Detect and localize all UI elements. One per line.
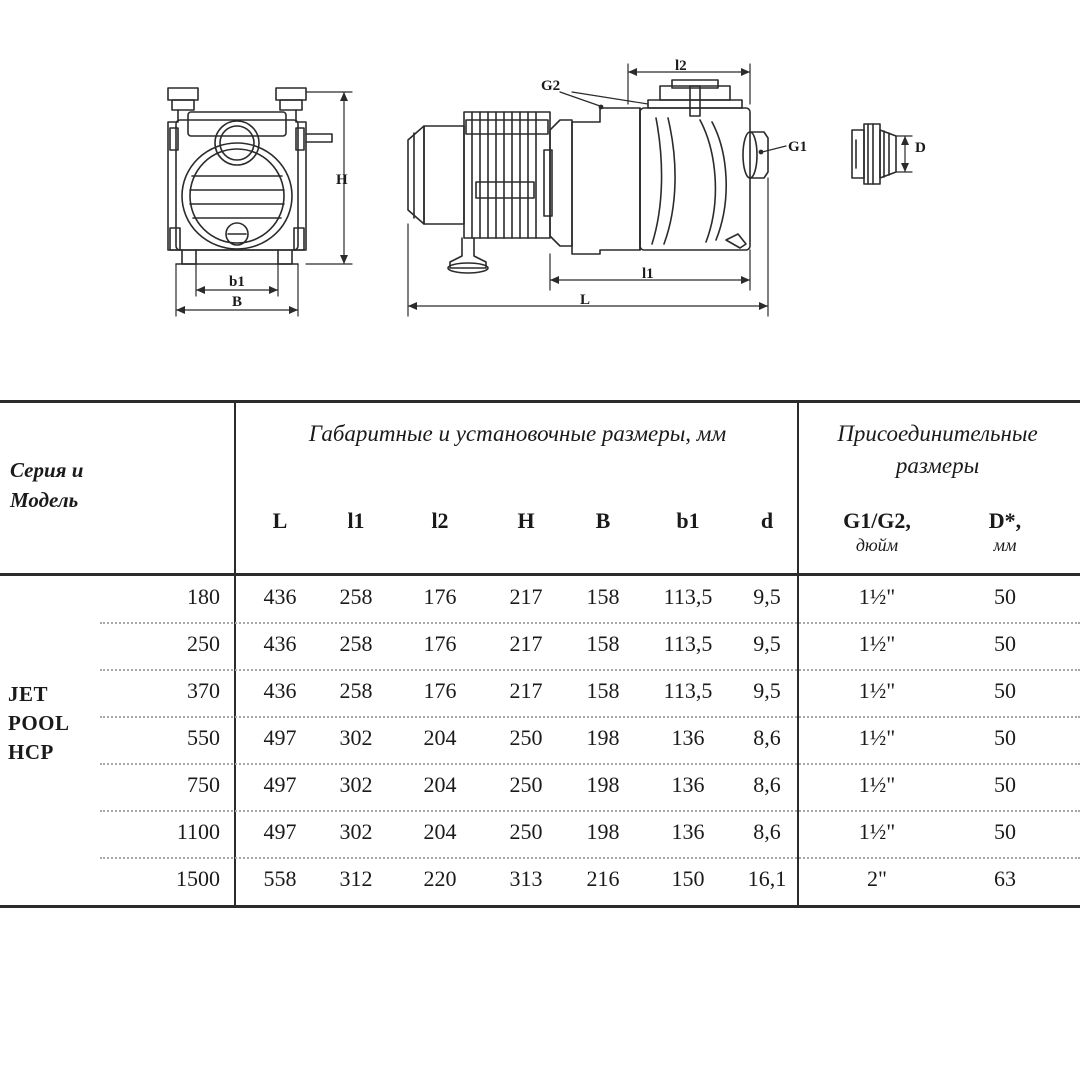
row-model: 550 xyxy=(187,725,220,750)
pump-dimension-drawing xyxy=(0,0,1080,400)
row-model: 180 xyxy=(187,584,220,609)
cell-l1: 302 xyxy=(339,772,373,797)
cell-D: 50 xyxy=(994,584,1016,609)
table-header-rule xyxy=(0,573,1080,576)
colhead-l2 xyxy=(412,508,468,533)
cell-H: 313 xyxy=(509,866,543,891)
cell-B: 198 xyxy=(586,819,620,844)
table-row xyxy=(0,864,1080,911)
row-model: 370 xyxy=(187,678,220,703)
cell-l2: 176 xyxy=(423,584,457,609)
row-separator xyxy=(100,716,1080,718)
leader-G1 xyxy=(759,146,786,154)
colhead-d-label: d xyxy=(760,508,774,533)
row-separator xyxy=(100,669,1080,671)
cell-H: 250 xyxy=(509,772,543,797)
cell-l2: 204 xyxy=(423,819,457,844)
cell-D: 50 xyxy=(994,725,1016,750)
cell-l2: 176 xyxy=(423,631,457,656)
cell-g: 1½" xyxy=(858,725,896,750)
header-series-model xyxy=(10,455,225,515)
cell-l1: 258 xyxy=(339,584,373,609)
cell-B: 158 xyxy=(586,631,620,656)
cell-B: 158 xyxy=(586,678,620,703)
colhead-l2-label: l2 xyxy=(431,508,449,533)
cell-l1: 258 xyxy=(339,631,373,656)
row-model: 1500 xyxy=(176,866,220,891)
cell-b1: 113,5 xyxy=(663,631,713,656)
colhead-L xyxy=(252,508,308,533)
cell-d: 9,5 xyxy=(753,631,781,656)
colhead-b1-label: b1 xyxy=(676,508,700,533)
row-separator xyxy=(100,810,1080,812)
colhead-l1 xyxy=(328,508,384,533)
cell-b1: 136 xyxy=(671,725,705,750)
cell-B: 198 xyxy=(586,725,620,750)
cell-d: 16,1 xyxy=(747,866,787,891)
cell-D: 63 xyxy=(994,866,1016,891)
cell-l2: 204 xyxy=(423,725,457,750)
front-view-drawing xyxy=(168,88,332,264)
cell-L: 436 xyxy=(263,631,297,656)
cell-L: 436 xyxy=(263,584,297,609)
cell-b1: 113,5 xyxy=(663,584,713,609)
cell-g: 1½" xyxy=(858,584,896,609)
cell-H: 250 xyxy=(509,819,543,844)
cell-l1: 302 xyxy=(339,819,373,844)
colhead-H-label: H xyxy=(517,508,535,533)
row-separator xyxy=(100,857,1080,859)
header-series-line2: Модель xyxy=(10,488,79,512)
colhead-D-sub: мм xyxy=(993,535,1017,555)
dimension-l2 xyxy=(628,64,750,104)
label-b1: b1 xyxy=(229,274,245,290)
label-l1: l1 xyxy=(642,266,654,282)
label-L: L xyxy=(580,292,591,308)
fitting-drawing xyxy=(852,124,896,184)
colhead-G xyxy=(812,508,942,558)
colhead-l1-label: l1 xyxy=(347,508,365,533)
label-l2: l2 xyxy=(675,58,687,74)
colhead-B xyxy=(575,508,631,533)
label-G1: G1 xyxy=(788,139,808,155)
colhead-d xyxy=(742,508,792,533)
cell-D: 50 xyxy=(994,678,1016,703)
colhead-b1 xyxy=(655,508,721,533)
cell-g: 1½" xyxy=(858,631,896,656)
colhead-B-label: B xyxy=(595,508,611,533)
label-B: B xyxy=(232,294,243,310)
label-D: D xyxy=(915,140,926,156)
row-model: 750 xyxy=(187,772,220,797)
cell-H: 217 xyxy=(509,678,543,703)
cell-L: 436 xyxy=(263,678,297,703)
colhead-L-label: L xyxy=(272,508,288,533)
cell-l2: 176 xyxy=(423,678,457,703)
cell-D: 50 xyxy=(994,819,1016,844)
cell-L: 497 xyxy=(263,772,297,797)
cell-b1: 150 xyxy=(671,866,705,891)
cell-B: 158 xyxy=(586,584,620,609)
label-G2: G2 xyxy=(541,78,561,94)
colhead-G-sub: дюйм xyxy=(855,535,899,555)
cell-g: 1½" xyxy=(858,678,896,703)
cell-L: 497 xyxy=(263,819,297,844)
row-model: 1100 xyxy=(176,819,220,844)
cell-d: 9,5 xyxy=(753,584,781,609)
colhead-D-label: D*, xyxy=(988,508,1022,533)
label-H: H xyxy=(336,172,348,188)
cell-l2: 204 xyxy=(423,772,457,797)
side-view-drawing xyxy=(408,80,768,273)
table-top-rule xyxy=(0,400,1080,403)
colhead-H xyxy=(498,508,554,533)
cell-L: 497 xyxy=(263,725,297,750)
cell-b1: 113,5 xyxy=(663,678,713,703)
cell-d: 8,6 xyxy=(753,819,781,844)
header-group-connection-dims: Присоединительные размеры xyxy=(837,421,1038,478)
cell-H: 217 xyxy=(509,584,543,609)
cell-d: 8,6 xyxy=(753,772,781,797)
row-separator xyxy=(100,622,1080,624)
colhead-D xyxy=(960,508,1050,558)
cell-l2: 220 xyxy=(423,866,457,891)
cell-H: 250 xyxy=(509,725,543,750)
technical-drawings xyxy=(0,0,1080,400)
cell-D: 50 xyxy=(994,631,1016,656)
series-line-1: JET xyxy=(8,682,49,706)
cell-l1: 312 xyxy=(339,866,373,891)
cell-B: 216 xyxy=(586,866,620,891)
cell-L: 558 xyxy=(263,866,297,891)
cell-B: 198 xyxy=(586,772,620,797)
leader-G2 xyxy=(560,92,648,109)
cell-H: 217 xyxy=(509,631,543,656)
dimension-D xyxy=(896,136,912,172)
series-line-2: POOL xyxy=(8,711,70,735)
row-separator xyxy=(100,763,1080,765)
cell-d: 9,5 xyxy=(753,678,781,703)
colhead-G-label: G1/G2, xyxy=(843,508,911,533)
cell-d: 8,6 xyxy=(753,725,781,750)
series-line-3: HCP xyxy=(8,740,54,764)
row-model: 250 xyxy=(187,631,220,656)
header-group-overall-dims: Габаритные и установочные размеры, мм xyxy=(308,421,727,446)
cell-g: 1½" xyxy=(858,819,896,844)
cell-b1: 136 xyxy=(671,772,705,797)
cell-D: 50 xyxy=(994,772,1016,797)
cell-g: 2" xyxy=(867,866,887,891)
header-series-line1: Серия и xyxy=(10,458,84,482)
cell-l1: 302 xyxy=(339,725,373,750)
cell-g: 1½" xyxy=(858,772,896,797)
cell-l1: 258 xyxy=(339,678,373,703)
cell-b1: 136 xyxy=(671,819,705,844)
